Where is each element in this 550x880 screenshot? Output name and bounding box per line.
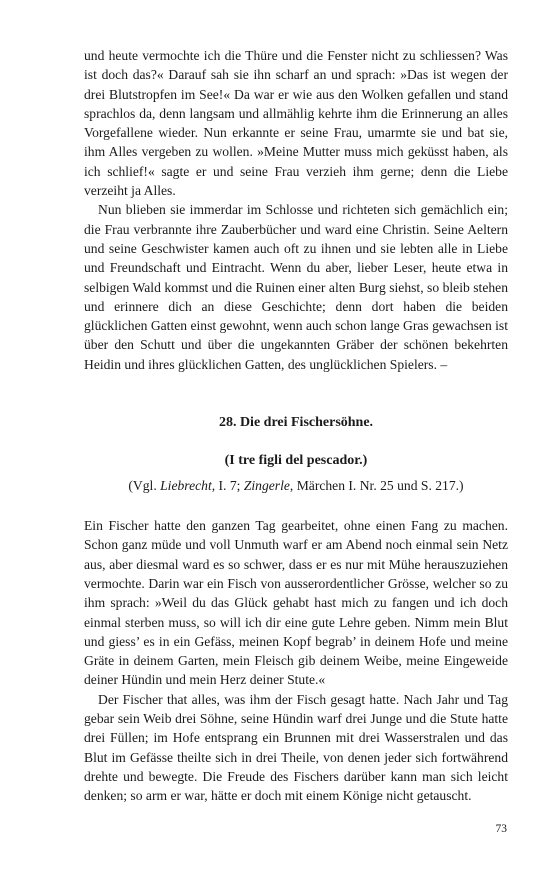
reference-mid: I. 7; bbox=[215, 478, 244, 494]
page-body bbox=[84, 46, 508, 806]
paragraph-continuation: und heute vermochte ich die Thüre und die Fenster nicht zu schliessen? Was ist doch das?« Darauf sah sie ihn scharf an und sprach: »Das ist wegen der drei Blutstropfen im See!« Da war er wie aus den Wolken gefallen und stand sprachlos da, denn langsam und allmählig kehrte ihm die Erinnerung an alles Vorgefallene wieder. Nun erkannte er seine Frau, umarmte sie und bat sie, ihm Alles vergeben zu wollen. »Meine Mutter muss mich geküsst haben, als ich schlief!« sagte er und seine Frau verzieh ihm gerne; denn die Liebe verzeiht ja Alles. bbox=[84, 48, 508, 199]
paragraph-three-sons: Der Fischer that alles, was ihm der Fisch gesagt hatte. Nach Jahr und Tag gebar sein Weib drei Söhne, seine Hündin warf drei Junge und die Stute hatte drei Füllen; im Hofe entsprang ein Brunnen mit drei Wasserstralen und das Blut im Gefässe theilte sich in drei Theile, von denen jeder sich fortwährend drehte und bewegte. Die Freude des Fischers darüber kann man sich leicht denken; so arm er war, hätte er doch mit einem Könige nicht getauscht. bbox=[84, 691, 508, 804]
reference-open: (Vgl. bbox=[128, 478, 161, 494]
tale-subtitle: (I tre figli del pescador.) bbox=[224, 453, 368, 469]
reference-rest: , Märchen I. Nr. 25 und S. 217.) bbox=[289, 478, 464, 494]
tale-reference bbox=[84, 476, 508, 495]
paragraph-ending: Nun blieben sie immerdar im Schlosse und richteten sich gemächlich ein; die Frau verbrannte ihre Zauberbücher und ward eine Christin. Seine Aeltern und seine Geschwister kamen auch oft zu ihnen und sie lebten alle in Liebe und Freundschaft und Eintracht. Wenn du aber, lieber Leser, heute etwa in selbigen Wald kommst und die Ruinen einer alten Burg siehst, so bleib stehen und erinnere dich an diese Geschichte; denn dort haben die beiden glücklichen Gatten einst gewohnt, wenn auch schon lange Gras gewachsen ist über den Schutt und über die ungekannten Gräber der schönen bekehrten Heidin und ihres glücklichen Gatten, des unglücklichen Spielers. – bbox=[84, 202, 508, 372]
reference-author-zingerle: Zingerle bbox=[243, 478, 290, 494]
reference-author-liebrecht: Liebrecht, bbox=[160, 478, 216, 494]
page-number: 73 bbox=[495, 823, 507, 835]
tale-title: 28. Die drei Fischersöhne. bbox=[218, 415, 374, 431]
paragraph-fisherman: Ein Fischer hatte den ganzen Tag gearbeitet, ohne einen Fang zu machen. Schon ganz müde und voll Unmuth warf er am Abend noch einmal sein Netz aus, aber diesmal ward es so schwer, dass er es nur mit Mühe herauszuziehen vermochte. Darin war ein Fisch von ausserordentlicher Grösse, welcher so zu ihm sprach: »Weil du das Glück gehabt hast mich zu fangen und ich doch einmal sterben muss, so will ich dir eine gute Lehre geben. Nimm mein Blut und giess’ es in ein Gefäss, meinen Kopf begrab’ in deinem Hofe und meine Gräte in deinem Garten, mein Fleisch gib deinem Weibe, meine Eingeweide deiner Hündin und mein Herz deiner Stute.« bbox=[84, 518, 508, 688]
tale-text bbox=[84, 516, 508, 805]
